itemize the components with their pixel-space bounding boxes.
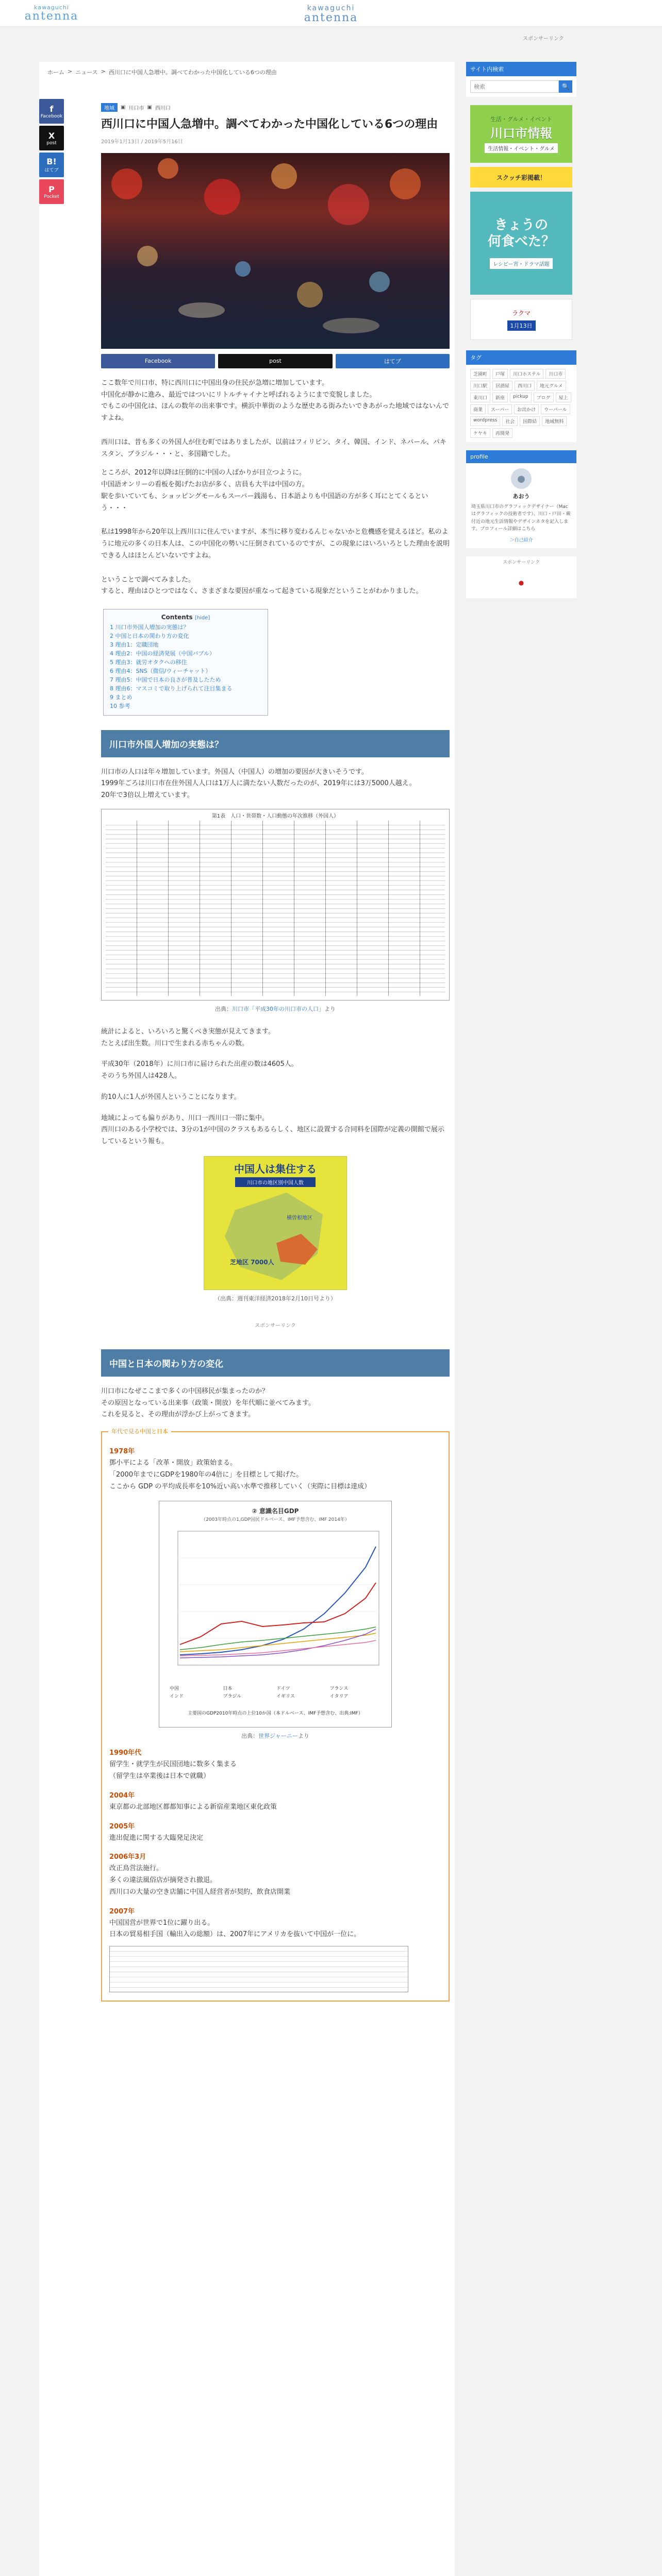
timeline-year: 1990年代: [109, 1749, 142, 1757]
gdp-inner-caption: 主要国のGDP2010年時点の上位10か国（本ドルベース、IMF予想含む、出典:IMF）: [188, 1711, 363, 1717]
x-icon: X: [48, 130, 55, 141]
breadcrumb-current: 西川口に中国人急増中。調べてわかった中国化している6つの理由: [108, 69, 277, 76]
section-heading: 中国と日本の関わり方の変化: [101, 1349, 450, 1377]
widget-title: タグ: [466, 350, 576, 365]
sponsor-label: スポンサーリンク: [255, 1323, 296, 1329]
tag-link[interactable]: 屋上: [556, 393, 571, 402]
toc-item[interactable]: 8 理由6：マスコミで取り上げられて注目集まる: [110, 685, 233, 692]
logo-top-text: kawaguchi: [34, 4, 69, 11]
tag-link[interactable]: 川口市: [545, 369, 566, 379]
tag-link[interactable]: 川口ホステル: [510, 369, 543, 379]
toc-item[interactable]: 10 参考: [110, 703, 130, 710]
legend-item: ドイツ: [276, 1686, 290, 1692]
tag-link[interactable]: ブログ: [534, 393, 554, 402]
search-input[interactable]: [470, 80, 559, 93]
tag-link[interactable]: 居酒屋: [492, 381, 512, 391]
table-caption: 出典：川口市「平成30年の川口市の人口」より: [215, 1005, 336, 1012]
site-logo-left[interactable]: [21, 1, 82, 26]
share-row: [101, 354, 450, 368]
category-link[interactable]: 川口市: [128, 106, 144, 111]
legend-item: イタリア: [329, 1694, 349, 1700]
hatena-icon: B!: [46, 157, 57, 166]
toc-item[interactable]: 6 理由4：SNS（微信/ウィーチャット）: [110, 668, 211, 675]
tag-link[interactable]: スーパー: [488, 404, 512, 414]
gdp-lines: [159, 1526, 392, 1681]
toc-item[interactable]: 5 理由3：就労オタクへの移住: [110, 659, 187, 666]
map-title: 中国人は集住する: [234, 1162, 317, 1175]
logo-top-text: kawaguchi: [307, 4, 355, 12]
tag-link[interactable]: 東川口: [470, 393, 490, 402]
pocket-share-button[interactable]: [39, 179, 64, 204]
timeline-year: 2006年3月: [109, 1853, 146, 1861]
intro-paragraph: 私は1998年から20年以上西川口に住んでいますが、本当に移り変わるんじゃないかと危機感を覚えるほど。私のように地元の多くの日本人は、この中国化の勢いに圧倒されているのですが、この現象にはいろいろとした理由を説明できる人はほとんどいないですよね。: [101, 528, 450, 560]
population-table-image: [101, 809, 450, 1001]
tag-link[interactable]: pickup: [510, 393, 532, 402]
timeline-text: 進出促進に関する大臨発足決定: [109, 1834, 204, 1842]
timeline-year: 2007年: [109, 1907, 135, 1916]
toc-item[interactable]: 2 中国と日本の関わり方の変化: [110, 633, 189, 640]
legend-item: フランス: [329, 1686, 349, 1692]
article-dates: 2019年1月13日 / 2019年5月16日: [101, 139, 183, 145]
tag-link[interactable]: 新座: [492, 393, 508, 402]
folder-icon: ▣: [147, 105, 152, 110]
timeline-text: 中国国営が世界で1位に躍り出る。 日本の貿易相手国（輸出入の総額）は、2007年にアメリカを抜いて中国が一位に。: [109, 1919, 361, 1939]
breadcrumb-home[interactable]: ホーム: [47, 69, 64, 76]
scrap-banner[interactable]: スクッチ彩掲載！: [470, 167, 572, 188]
profile-body: [466, 463, 576, 548]
map-image: [204, 1156, 347, 1290]
facebook-share-button[interactable]: Facebook: [101, 354, 215, 368]
source-link[interactable]: 世界ジャーニー: [258, 1733, 298, 1740]
tag-link[interactable]: wordpress: [470, 416, 500, 426]
table-grid: [106, 821, 445, 996]
tag-link[interactable]: 戸塚: [492, 369, 508, 379]
site-logo-center[interactable]: [289, 2, 373, 26]
tag-link[interactable]: お出かけ: [514, 404, 539, 414]
tag-link[interactable]: 地域無料: [542, 416, 567, 426]
timeline-year: 2004年: [109, 1791, 135, 1800]
kawaguchi-info-banner[interactable]: 生活・グルメ・イベント 川口市情報 生活情報・イベント・グルメ: [470, 105, 572, 163]
article: [101, 103, 450, 2002]
trade-table-image: [109, 1946, 408, 1992]
toc-item[interactable]: 4 理由2：中国の経済発展（中国バブル）: [110, 650, 216, 657]
toc-item[interactable]: 3 理由1：定職団地: [110, 641, 159, 649]
breadcrumb-sep: >: [101, 68, 106, 75]
section-heading: 川口市外国人増加の実態は？: [101, 730, 450, 757]
toc-hide-toggle[interactable]: [hide]: [194, 615, 210, 621]
category-badge[interactable]: 地域: [101, 103, 118, 112]
tag-link[interactable]: 地元グルメ: [537, 381, 566, 391]
timeline-label: 年代で見る中国と日本: [108, 1427, 171, 1435]
article-title: 西川口に中国人急増中。調べてわかった中国化している6つの理由: [101, 118, 438, 131]
profile-name: あおう: [512, 493, 530, 500]
facebook-share-button[interactable]: [39, 99, 64, 124]
map-label: 横曽根地区: [287, 1215, 312, 1221]
tags-widget: [466, 350, 576, 442]
folder-icon: ▣: [121, 105, 126, 110]
x-share-button[interactable]: post: [218, 354, 332, 368]
intro-paragraph: 西川口は、昔も多くの外国人が住む町ではありましたが、以前はフィリピン、タイ、韓国、インド、ネパール、パキスタン、ブラジル・・・と、多国籍でした。 ところが、2012年以降は圧倒的に中国の人ばかりが目立つように。 中国語オンリーの看板を掲げたお店が多く、店員も大半は中国の方。 駅を歩いていても、ショッピングモールもスーパー銭湯も、日本語よりも中国語の方が多く耳にとてくるという・・・: [101, 438, 446, 512]
widget-title: サイト内検索: [466, 62, 576, 76]
toc-item[interactable]: 9 まとめ: [110, 694, 133, 701]
timeline-year: 1978年: [109, 1448, 135, 1456]
legend-item: ブラジル: [223, 1694, 242, 1700]
gdp-title: ② 意識名目GDP: [252, 1507, 299, 1515]
pocket-icon: P: [48, 184, 55, 194]
section-paragraph: 川口市の人口は年々増加しています。外国人（中国人）の増加の要因が大きいそうです。 1999年ごろは川口市在住外国人人口は1万人に満たない人数だったのが、2019年には3万5000人越え。 20年で3倍以上増えています。: [101, 768, 416, 800]
table-of-contents: [103, 609, 268, 715]
search-widget: [466, 62, 576, 97]
hero-image: [101, 153, 450, 349]
search-button[interactable]: 🔍: [559, 80, 572, 93]
tag-link[interactable]: 国際結: [520, 416, 540, 426]
source-link[interactable]: 川口市「平成30年の川口市の人口」: [232, 1005, 324, 1012]
intro-paragraph: ということで調べてみました。 すると、理由はひとつではなく、さまざまな要因が重なって起きている現象だということがわかりました。: [101, 575, 423, 596]
tag-link[interactable]: 商業: [470, 404, 486, 414]
tag-link[interactable]: 芝園町: [470, 369, 490, 379]
profile-widget: [466, 450, 576, 548]
timeline-year: 2005年: [109, 1822, 135, 1831]
gdp-caption: 出典：世界ジャーニーより: [241, 1733, 309, 1740]
gdp-subtitle: （2003年時点の1,GDP国民ドルベース、IMF予想含む、IMF 2014年）: [201, 1517, 350, 1523]
tag-link[interactable]: ケヤキ: [470, 428, 490, 438]
share-sidebar: [39, 99, 68, 206]
side-ad-logo[interactable]: ●: [466, 567, 576, 598]
sidebar: [466, 62, 576, 606]
map-subtitle: 川口市の地区別中国人数: [235, 1177, 316, 1187]
section-paragraph: 地域によっても偏りがあり、川口一西川口一帯に集中。 西川口のある小学校では、3分の1が中国のクラスもあるらしく、地区に設置する合同料を国際が定義の開館で展示しているという報も。: [101, 1114, 444, 1146]
share-label: Pocket: [44, 194, 59, 199]
tag-link[interactable]: 社会: [502, 416, 518, 426]
timeline-text: 留学生・就学生が民国団地に数多く集まる （留学生は卒業後は日本で就職）: [109, 1760, 237, 1781]
side-ad-widget: [466, 556, 576, 598]
sponsor-label: スポンサーリンク: [503, 560, 540, 565]
share-label: はてブ: [44, 168, 59, 173]
toc-item[interactable]: 7 理由5：中国で日本の良さが普及したため: [110, 676, 221, 684]
timeline-text: 改正鳥営法施行。 多くの違法風俗店が摘発され撤退。 西川口の大量の空き店舗に中国人経営者が契約、飲食店開業: [109, 1865, 291, 1896]
timeline-text: 東京都の北部地区都都知事による新宿産業地区東化政策: [109, 1803, 277, 1811]
category-row: [101, 103, 450, 112]
breadcrumb-news[interactable]: ニュース: [75, 69, 98, 76]
legend-item: 日本: [223, 1686, 233, 1692]
map-region: [225, 1193, 328, 1280]
tag-link[interactable]: 西川口: [515, 381, 535, 391]
breadcrumb: [47, 68, 277, 76]
section-paragraph: 約10人に1人が外国人ということになります。: [101, 1093, 241, 1101]
share-label: Facebook: [40, 113, 63, 119]
toc-title: Contents [hide]: [161, 614, 210, 621]
section-paragraph: 統計によると、いろいろと驚くべき実態が見えてきます。 たとえば出生数。川口で生まれる赤ちゃんの数。: [101, 1027, 275, 1047]
gdp-chart-image: [159, 1501, 392, 1727]
site-header: [0, 0, 662, 27]
facebook-icon: f: [49, 104, 54, 114]
logo-main-text: antenna: [304, 11, 358, 24]
gdp-legend: [170, 1685, 382, 1699]
legend-item: イギリス: [276, 1694, 295, 1700]
widget-title: profile: [466, 450, 576, 463]
hatena-share-button[interactable]: はてブ: [336, 354, 450, 368]
timeline-text: 鄧小平による「改革・開放」政策始まる。 「2000年までにGDPを1980年の4倍に」を目標として掲げた。 ここから GDP の平均成長率を10%近い高い水準で推移していく（実際に目標は達成）: [109, 1459, 371, 1490]
logo-main-text: antenna: [24, 10, 79, 23]
profile-link[interactable]: ＞自己紹介: [509, 537, 533, 543]
map-caption: （出典：週刊東洋経済2018年2月10日号より）: [214, 1295, 336, 1302]
intro-paragraph: ここ数年で川口市、特に西川口に中国出身の住民が急増に増加しています。 中国化が静かに進み、最近ではついにリトルチャイナと呼ばれるようにまで変貌しました。 でもこの中国化は、ほんの数年の出来事です。横浜中華街のような歴史ある街みたいできあがった地域ではないんですよね。: [101, 379, 449, 422]
breadcrumb-sep: >: [68, 68, 73, 75]
recipe-banner[interactable]: きょうの 何食べた？ レシピー宵・ドラマ話題: [470, 192, 572, 295]
tag-list: [466, 365, 576, 442]
hatena-share-button[interactable]: [39, 152, 64, 177]
section-paragraph: 平成30年（2018年）に川口市に届けられた出産の数は4605人。 そのうち外国人は428人。: [101, 1060, 298, 1080]
toc-item[interactable]: 1 川口市外国人増加の実態は？: [110, 624, 189, 631]
table-title: 第1表 人口・世帯数・人口動態の年次推移（外国人）: [211, 813, 339, 819]
tag-link[interactable]: 再開発: [492, 428, 512, 438]
category-link[interactable]: 西川口: [155, 106, 171, 111]
avatar: ●: [511, 468, 532, 489]
x-share-button[interactable]: [39, 126, 64, 150]
tag-link[interactable]: ウーパール: [541, 404, 570, 414]
section-paragraph: 川口市になぜここまで多くの中国移民が集まったのか？ その原因となっている出来事（政策・開放）を年代順に並べてみます。 これを見ると、その理由が浮かび上がってきます。: [101, 1387, 315, 1419]
map-label: 芝地区 7000人: [230, 1258, 274, 1266]
profile-text: 埼玉県川口市のグラフィックデザイナー（Macはグラフィックの技術者です）、川口・戸田・蕨付近の地元生活情報やデザインネタを記入します。プロフィール詳細はこちら: [471, 504, 571, 532]
share-label: post: [46, 140, 57, 146]
tag-link[interactable]: 川口駅: [470, 381, 490, 391]
rakuma-banner[interactable]: ラクマ 1月13日: [470, 299, 572, 340]
timeline-box: [101, 1428, 450, 2002]
legend-item: インド: [170, 1694, 184, 1700]
search-form: [466, 76, 576, 97]
sponsor-label: スポンサーリンク: [523, 36, 564, 42]
legend-item: 中国: [170, 1686, 179, 1692]
